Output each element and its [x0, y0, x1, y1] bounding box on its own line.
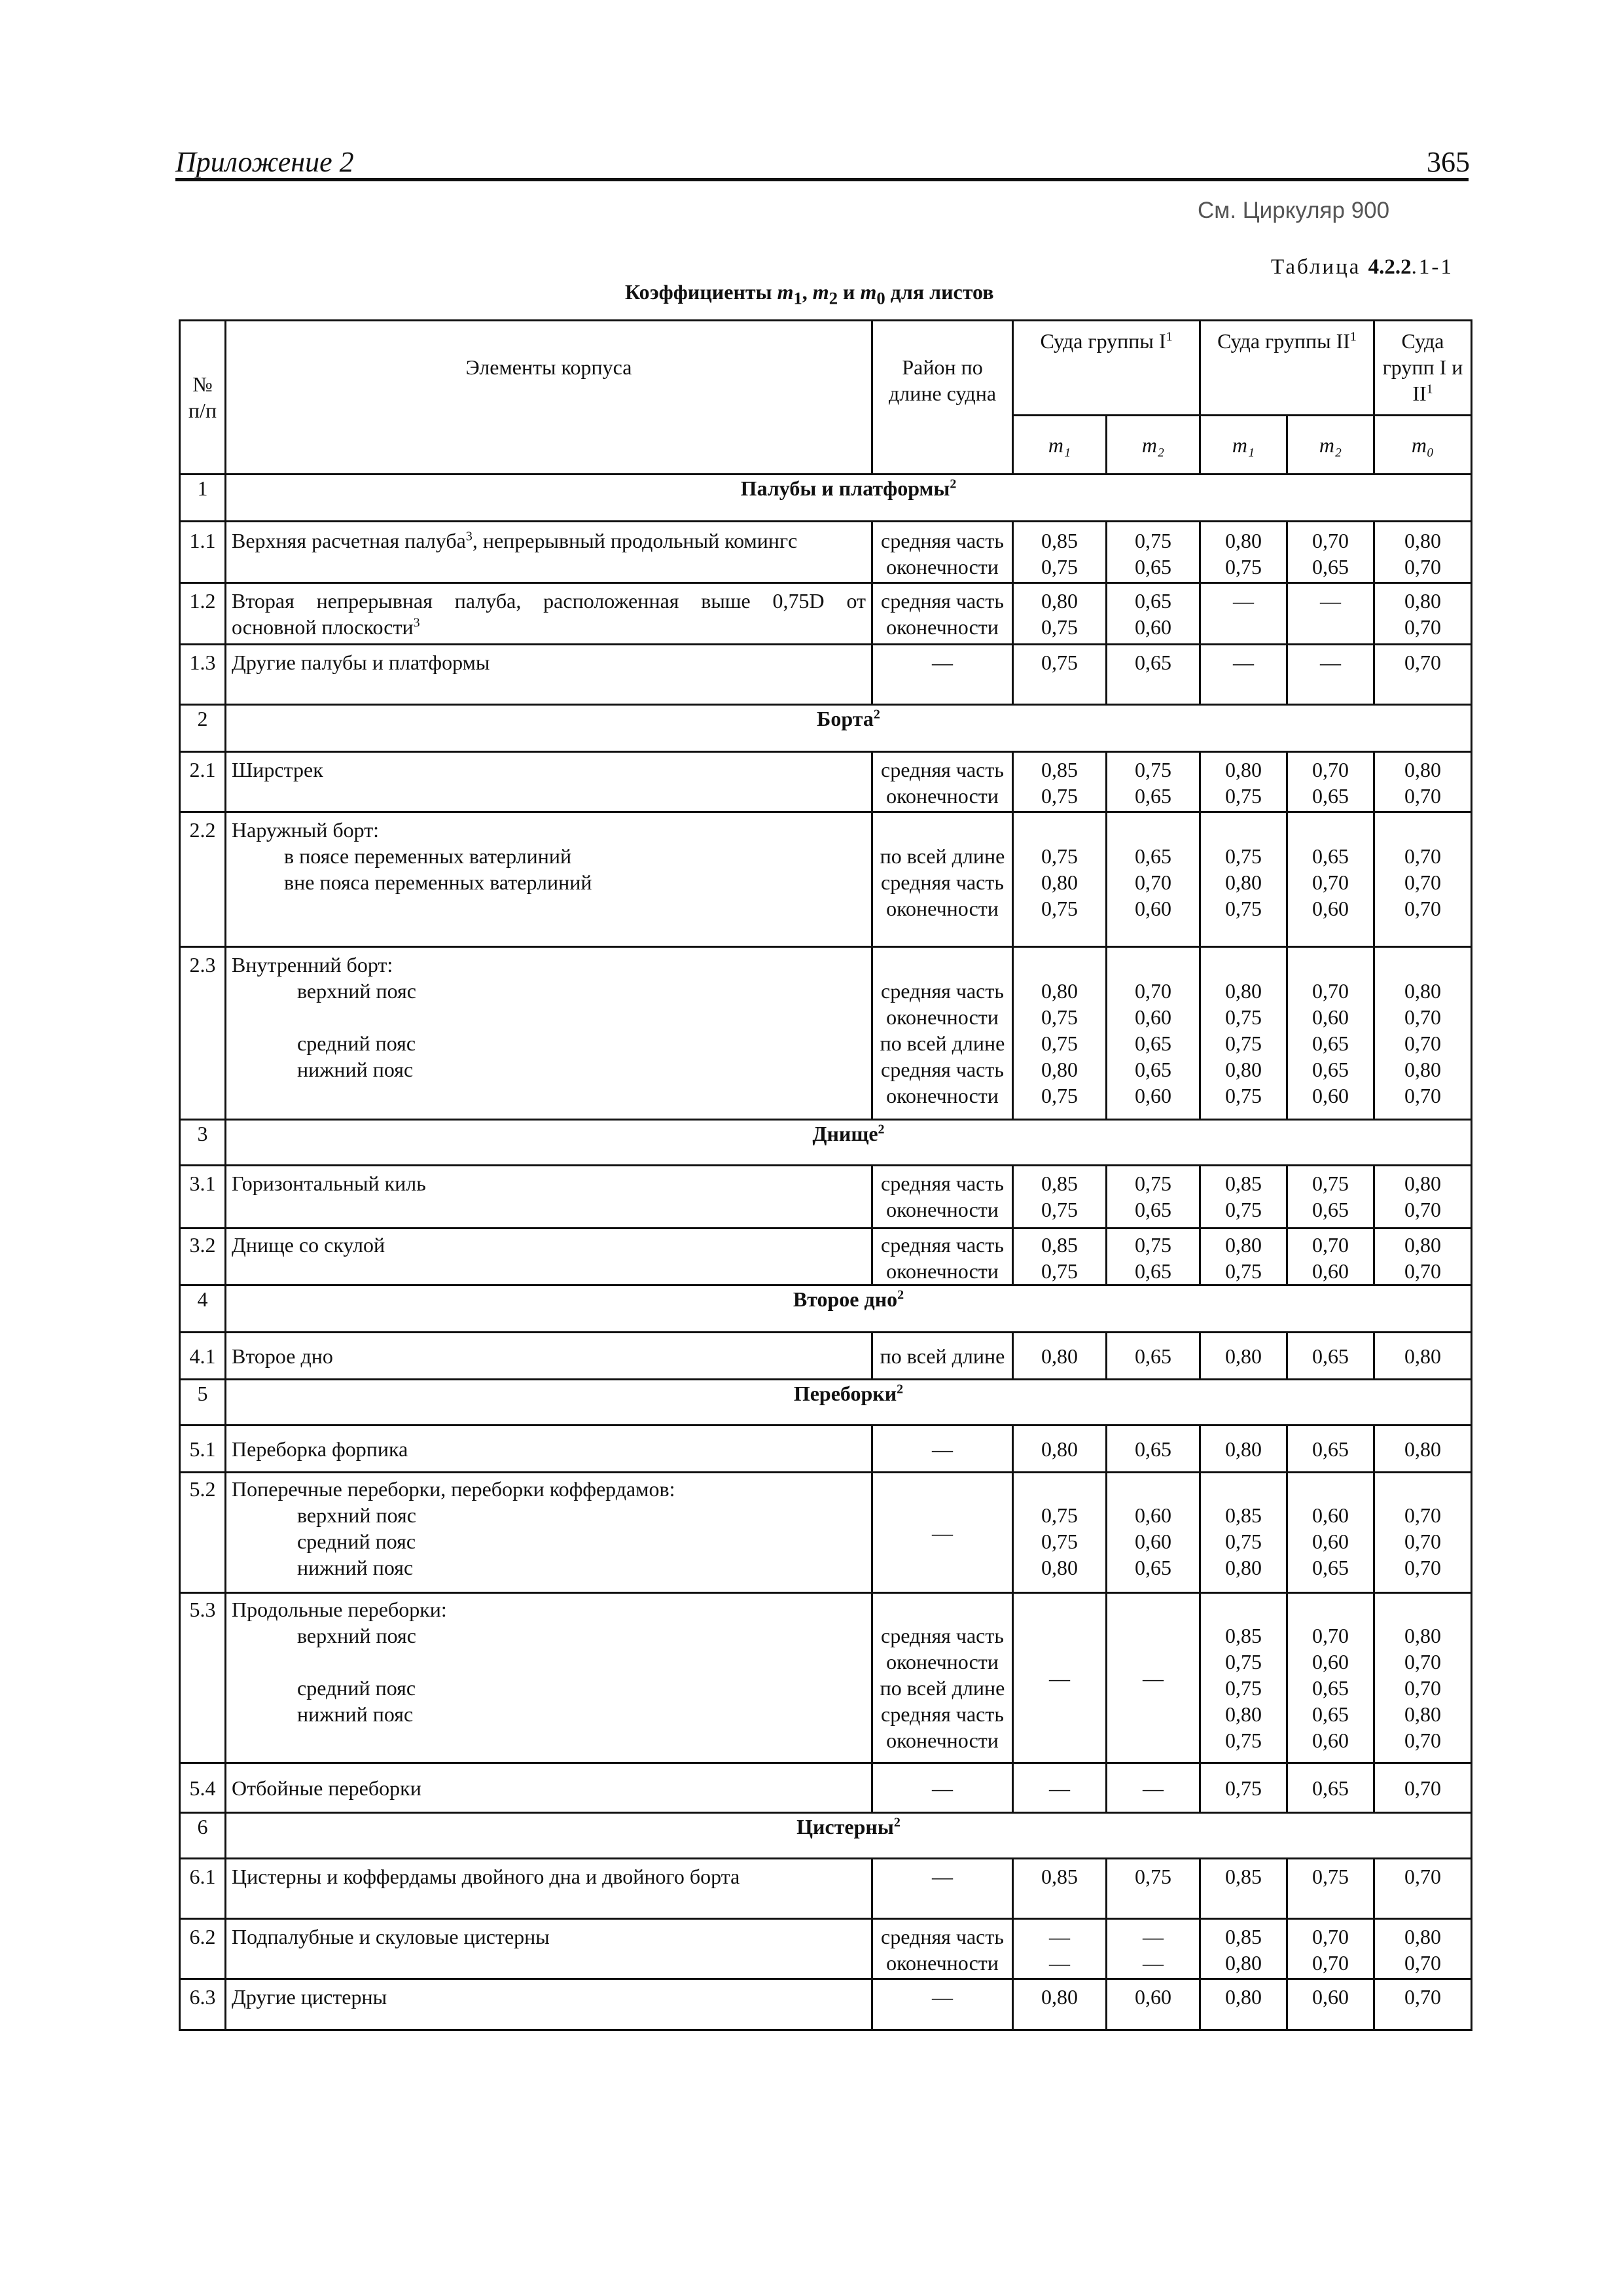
col-group12: Суда групп I и $II^1$ — [1374, 321, 1472, 416]
table-row: 6.2 Подпалубные и скуловые цистерны средняя часть оконечности — — — — 0,85 0,80 0,70 0,70 0,80 0,70 — [180, 1919, 1472, 1979]
table-row: 5.4 Отбойные переборки — — — 0,75 0,65 0,70 — [180, 1763, 1472, 1813]
section-row: 6 Цистерны$^2$ — [180, 1813, 1472, 1859]
table-row: 1.1 Верхняя расчетная палуба$^3$, непрерывный продольный комингс средняя часть оконечности 0,85 0,75 0,75 0,65 0,80 0,75 0,70 0,65 0,80 0,70 — [180, 522, 1472, 583]
header-row-1 — [180, 321, 1472, 416]
table-row: 5.3 Продольные переборки: верхний пояс средний пояс нижний пояс средняя часть оконечности по всей длине средняя часть оконечности — — 0,85 0,75 0,75 0,80 0,75 0,70 0,60 0,65 0,65 0,60 0,80 0,70 0,70 0,80 0,70 — [180, 1593, 1472, 1763]
col-region: Район по длине судна — [872, 321, 1013, 475]
table-row: 5.2 Поперечные переборки, переборки коффердамов: верхний пояс средний пояс нижний пояс — 0,75 0,75 0,80 0,60 0,60 0,65 0,85 0,75 0,80 0,60 0,60 0,65 0,70 0,70 0,70 — [180, 1473, 1472, 1593]
table-caption: Коэффициенты $m_1$, $m_2$ и $m_0$ для листов — [625, 280, 994, 308]
section-title: Переборки$^2$ — [226, 1380, 1472, 1426]
table-row: 4.1 Второе дно по всей длине 0,80 0,65 0,80 0,65 0,80 — [180, 1333, 1472, 1380]
table-row: 3.1 Горизонтальный киль средняя часть оконечности 0,85 0,75 0,75 0,65 0,85 0,75 0,75 0,65 0,80 0,70 — [180, 1166, 1472, 1229]
section-title: Палубы и платформы$^2$ — [226, 475, 1472, 522]
table-row: 6.3 Другие цистерны — 0,80 0,60 0,80 0,60 0,70 — [180, 1979, 1472, 2030]
header-rule — [175, 178, 1469, 181]
section-title: Цистерны$^2$ — [226, 1813, 1472, 1859]
section-row: 2 Борта$^2$ — [180, 705, 1472, 752]
section-row: 5 Переборки$^2$ — [180, 1380, 1472, 1426]
coefficients-table — [179, 319, 1472, 2031]
table-row: 2.1 Ширстрек средняя часть оконечности 0,85 0,75 0,75 0,65 0,80 0,75 0,70 0,65 0,80 0,70 — [180, 752, 1472, 812]
section-title: Второе дно$^2$ — [226, 1285, 1472, 1333]
section-row: 3 Днище$^2$ — [180, 1120, 1472, 1166]
col-num: № п/п — [180, 321, 226, 475]
col-g2-m1: m₁ — [1200, 416, 1287, 475]
page-number: 365 — [1427, 146, 1470, 178]
col-group2: Суда группы $II^1$ — [1200, 321, 1374, 416]
table-row: 1.2 Вторая непрерывная палуба, расположенная выше 0,75D от основной плоскости$^3$ средняя часть оконечности 0,80 0,75 0,65 0,60 — — 0,80 0,70 — [180, 583, 1472, 645]
col-g1-m1: m₁ — [1013, 416, 1107, 475]
section-row: 1 Палубы и платформы$^2$ — [180, 475, 1472, 522]
table-row: 1.3 Другие палубы и платформы — 0,75 0,65 — — 0,70 — [180, 645, 1472, 705]
table-row: 2.3 Внутренний борт: верхний пояс средний пояс нижний пояс средняя часть оконечности по всей длине средняя часть оконечности 0,80 0,75 0,75 0,80 0,75 0,70 0,60 0,65 0,65 0,60 0,80 0,75 0,75 0,80 0,75 0,70 0,60 0,65 0,65 0,60 0,80 0,70 0,70 0,80 0,70 — [180, 947, 1472, 1120]
table-label: Таблица 4.2.2.1-1 — [1271, 255, 1454, 279]
table-row: 5.1 Переборка форпика — 0,80 0,65 0,80 0,65 0,80 — [180, 1426, 1472, 1473]
col-m0: m₀ — [1374, 416, 1472, 475]
table-row: 2.2 Наружный борт: в поясе переменных ватерлиний вне пояса переменных ватерлиний по всей длине средняя часть оконечности 0,75 0,80 0,75 0,65 0,70 0,60 0,75 0,80 0,75 0,65 0,70 0,60 0,70 0,70 0,70 — [180, 812, 1472, 947]
col-g2-m2: m₂ — [1287, 416, 1374, 475]
section-row: 4 Второе дно$^2$ — [180, 1285, 1472, 1333]
section-title: Борта$^2$ — [226, 705, 1472, 752]
col-g1-m2: m₂ — [1107, 416, 1200, 475]
section-title: Днище$^2$ — [226, 1120, 1472, 1166]
table-row: 6.1 Цистерны и коффердамы двойного дна и двойного борта — 0,85 0,75 0,85 0,75 0,70 — [180, 1859, 1472, 1919]
table-row: 3.2 Днище со скулой средняя часть оконечности 0,85 0,75 0,75 0,65 0,80 0,75 0,70 0,60 0,80 0,70 — [180, 1229, 1472, 1285]
running-header-title: Приложение 2 — [175, 146, 354, 178]
col-group1: Суда группы $I^1$ — [1013, 321, 1200, 416]
col-elements: Элементы корпуса — [226, 321, 872, 475]
circular-note: См. Циркуляр 900 — [1198, 198, 1390, 223]
